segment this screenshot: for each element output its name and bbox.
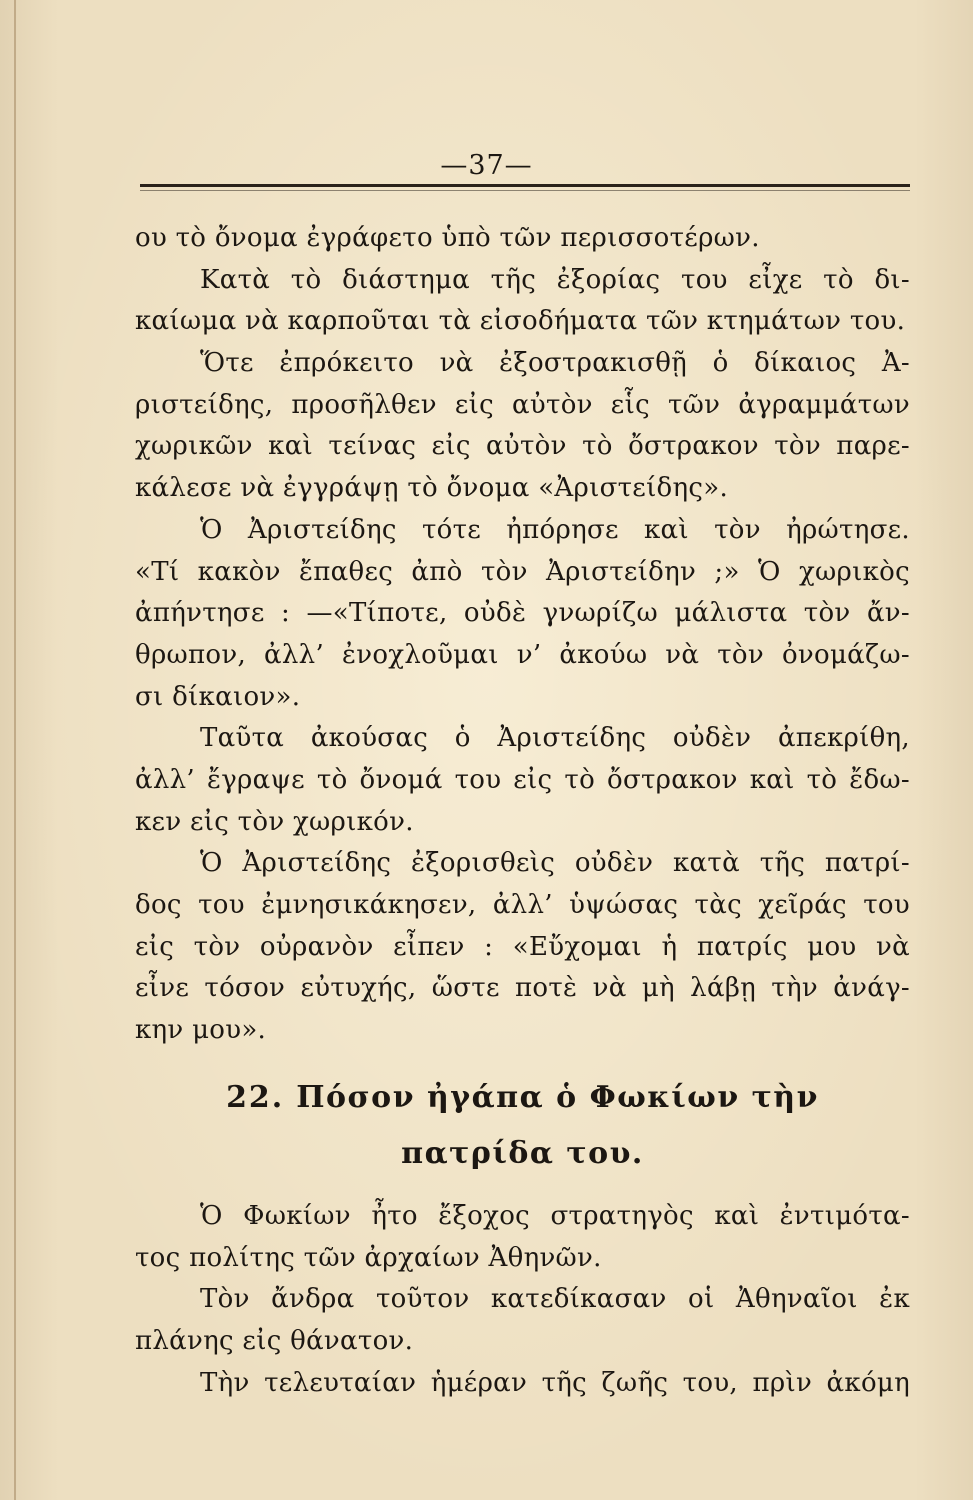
text-line: ου τὸ ὄνομα ἐγράφετο ὑπὸ τῶν περισσοτέρων. [135,223,760,253]
paragraph [135,718,910,843]
text-line: Ὁ Ἀριστείδης τότε ἠπόρησε καὶ τὸν ἠρώτησε. [200,514,910,545]
section-number: 22. [226,1080,285,1115]
text-line: Ὁ Ἀριστείδης ἐξορισθεὶς οὐδὲν κατὰ τῆς πατρί- [200,848,910,879]
text-line: Τὴν τελευταίαν ἡμέραν τῆς ζωῆς του, πρὶν ἀκόμη [200,1367,910,1398]
text-line: κάλεσε νὰ ἐγγράψῃ τὸ ὄνομα «Ἀριστείδης». [135,473,729,504]
text-line: εἶνε τόσον εὐτυχής, ὥστε ποτὲ νὰ μὴ λάβῃ τὴν ἀνάγ- [135,973,910,1004]
text-line: σι δίκαιον». [135,681,301,712]
paragraph [135,343,910,510]
body-text-bottom [135,1196,910,1404]
paragraph [135,1363,910,1405]
paragraph [135,510,910,718]
paragraph [135,843,910,1051]
text-line: χωρικῶν καὶ τείνας εἰς αὐτὸν τὸ ὄστρακον τὸν παρε- [135,431,910,462]
text-line: Τὸν ἄνδρα τοῦτον κατεδίκασαν οἱ Ἀθηναῖοι ἐκ [200,1284,910,1315]
header-rule [140,184,910,187]
text-line: πλάνης εἰς θάνατον. [135,1326,414,1357]
paragraph [135,1196,910,1279]
section-heading [135,1070,910,1182]
section-title-part-1: Πόσον ἠγάπα ὁ Φωκίων τὴν [296,1080,819,1115]
paragraph [135,218,910,260]
text-line: Κατὰ τὸ διάστημα τῆς ἐξορίας του εἶχε τὸ δι- [200,264,910,295]
text-line: τος πολίτης τῶν ἀρχαίων Ἀθηνῶν. [135,1242,602,1273]
text-line: Ταῦτα ἀκούσας ὁ Ἀριστείδης οὐδὲν ἀπεκρίθη, [200,723,910,754]
page-number: —37— [440,150,533,181]
binding-edge [14,0,16,1500]
text-line: θρωπον, ἀλλ’ ἐνοχλοῦμαι ν’ ἀκούω νὰ τὸν ὀνομάζω- [135,639,910,670]
text-line: εἰς τὸν οὐρανὸν εἶπεν : «Εὔχομαι ἡ πατρίς μου νὰ [135,931,910,962]
paragraph [135,260,910,343]
text-line: καίωμα νὰ καρποῦται τὰ εἰσοδήματα τῶν κτημάτων του. [135,306,906,337]
text-line: κεν εἰς τὸν χωρικόν. [135,806,414,837]
section-heading-line-1 [135,1070,910,1126]
text-line: ἀλλ’ ἔγραψε τὸ ὄνομά του εἰς τὸ ὄστρακον καὶ τὸ ἔδω- [135,764,910,795]
text-line: ριστείδης, προσῆλθεν εἰς αὐτὸν εἷς τῶν ἀγραμμάτων [135,389,910,420]
text-line: ἀπήντησε : —«Τίποτε, οὐδὲ γνωρίζω μάλιστα τὸν ἄν- [135,598,910,629]
text-line: «Τί κακὸν ἔπαθες ἀπὸ τὸν Ἀριστείδην ;» Ὁ χωρικὸς [135,556,910,587]
header-rule-secondary [140,190,910,191]
text-line: δος του ἐμνησικάκησεν, ἀλλ’ ὑψώσας τὰς χεῖράς του [135,890,910,920]
section-title-part-2: πατρίδα του. [401,1136,644,1171]
text-line: Ὁ Φωκίων ἦτο ἔξοχος στρατηγὸς καὶ ἐντιμότα- [200,1201,910,1231]
text-line: Ὅτε ἐπρόκειτο νὰ ἐξοστρακισθῇ ὁ δίκαιος Ἀ- [200,348,910,379]
body-text-top [135,218,910,1052]
text-line: κην μου». [135,1015,267,1046]
paragraph [135,1279,910,1362]
